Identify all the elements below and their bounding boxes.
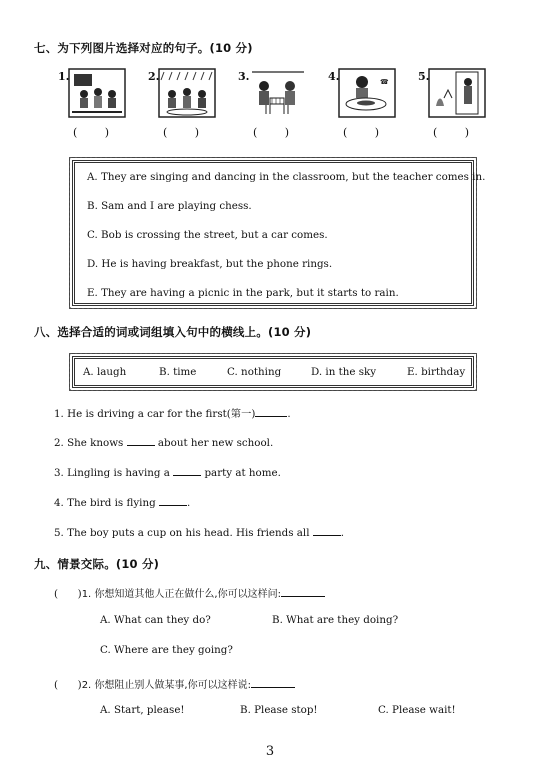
picture-number: 2. [148, 70, 160, 83]
picture-1 [58, 66, 148, 146]
question-8-5 [54, 525, 344, 539]
word-c: C. nothing [227, 366, 282, 378]
question-9-2 [54, 676, 295, 691]
option-b: B. Sam and I are playing chess. [87, 200, 252, 212]
question-text-end: . [340, 527, 345, 539]
answer-parentheses[interactable]: ( ) [252, 126, 302, 139]
answer-parentheses[interactable]: ( ) [432, 126, 482, 139]
picture-number: 4. [328, 70, 340, 83]
options-frame [72, 160, 486, 306]
section-9-title: 九、情景交际。(10 分) [34, 557, 160, 571]
answer-parentheses[interactable]: ( ) [162, 126, 212, 139]
picture-number: 5. [418, 70, 430, 83]
teacher-door-illustration [428, 68, 486, 118]
page-number: 3 [265, 744, 275, 759]
choice-9-1-b[interactable]: B. What are they doing? [272, 614, 399, 626]
question-text-end: party at home. [204, 467, 281, 479]
picture-5 [418, 66, 508, 146]
question-text: 4. The bird is flying [54, 497, 156, 509]
choice-9-2-a[interactable]: A. Start, please! [100, 704, 185, 716]
question-text-end: . [287, 408, 291, 420]
question-text: 2. She knows [54, 437, 124, 449]
choice-9-2-c[interactable]: C. Please wait! [378, 704, 456, 716]
classroom-dance-illustration [68, 68, 126, 118]
answer-blank[interactable] [159, 495, 187, 506]
word-d: D. in the sky [311, 366, 377, 378]
question-text: 1. He is driving a car for the first(第一) [54, 408, 256, 420]
word-a: A. laugh [83, 366, 127, 378]
answer-parentheses[interactable]: ( ) [342, 126, 392, 139]
picture-2 [148, 66, 238, 146]
word-e: E. birthday [407, 366, 466, 378]
word-b: B. time [159, 366, 197, 378]
answer-parentheses[interactable]: ( ) [54, 679, 82, 691]
question-text: 3. Lingling is having a [54, 467, 170, 479]
picture-number: 1. [58, 70, 70, 83]
question-9-1 [54, 585, 325, 600]
answer-blank[interactable] [127, 435, 155, 446]
question-8-3 [54, 465, 281, 479]
picture-number: 3. [238, 70, 250, 83]
question-text-end: about her new school. [157, 437, 274, 449]
option-d: D. He is having breakfast, but the phone rings. [87, 258, 333, 270]
chess-illustration [248, 68, 306, 118]
choice-9-2-b[interactable]: B. Please stop! [240, 704, 318, 716]
answer-blank[interactable] [281, 586, 325, 597]
question-8-4 [54, 495, 190, 509]
question-text: 5. The boy puts a cup on his head. His friends all [54, 527, 310, 539]
choice-9-1-a[interactable]: A. What can they do? [100, 614, 211, 626]
question-text: 1. 你想知道其他人正在做什么,你可以这样问: [81, 589, 281, 600]
breakfast-phone-illustration [338, 68, 396, 118]
answer-parentheses[interactable]: ( ) [72, 126, 122, 139]
question-8-1 [54, 405, 291, 420]
question-text: 2. 你想阻止别人做某事,你可以这样说: [81, 680, 251, 691]
answer-parentheses[interactable]: ( ) [54, 588, 82, 600]
section-8-title: 八、选择合适的词或词组填入句中的横线上。(10 分) [34, 325, 312, 339]
word-bank-frame [72, 356, 474, 388]
answer-blank[interactable] [251, 677, 295, 688]
section-7-title: 七、为下列图片选择对应的句子。(10 分) [34, 41, 253, 55]
question-8-2 [54, 435, 273, 449]
option-a: A. They are singing and dancing in the classroom, but the teacher comes in. [87, 171, 486, 183]
option-e: E. They are having a picnic in the park, but it starts to rain. [87, 287, 399, 299]
picnic-rain-illustration [158, 68, 216, 118]
svg-text:☎: ☎ [380, 78, 389, 86]
option-c: C. Bob is crossing the street, but a car comes. [87, 229, 328, 241]
answer-blank[interactable] [313, 525, 341, 536]
picture-4 [328, 66, 418, 146]
choice-9-1-c[interactable]: C. Where are they going? [100, 644, 233, 656]
answer-blank[interactable] [255, 406, 287, 417]
question-text-end: . [186, 497, 191, 509]
picture-3 [238, 66, 328, 146]
answer-blank[interactable] [173, 465, 201, 476]
